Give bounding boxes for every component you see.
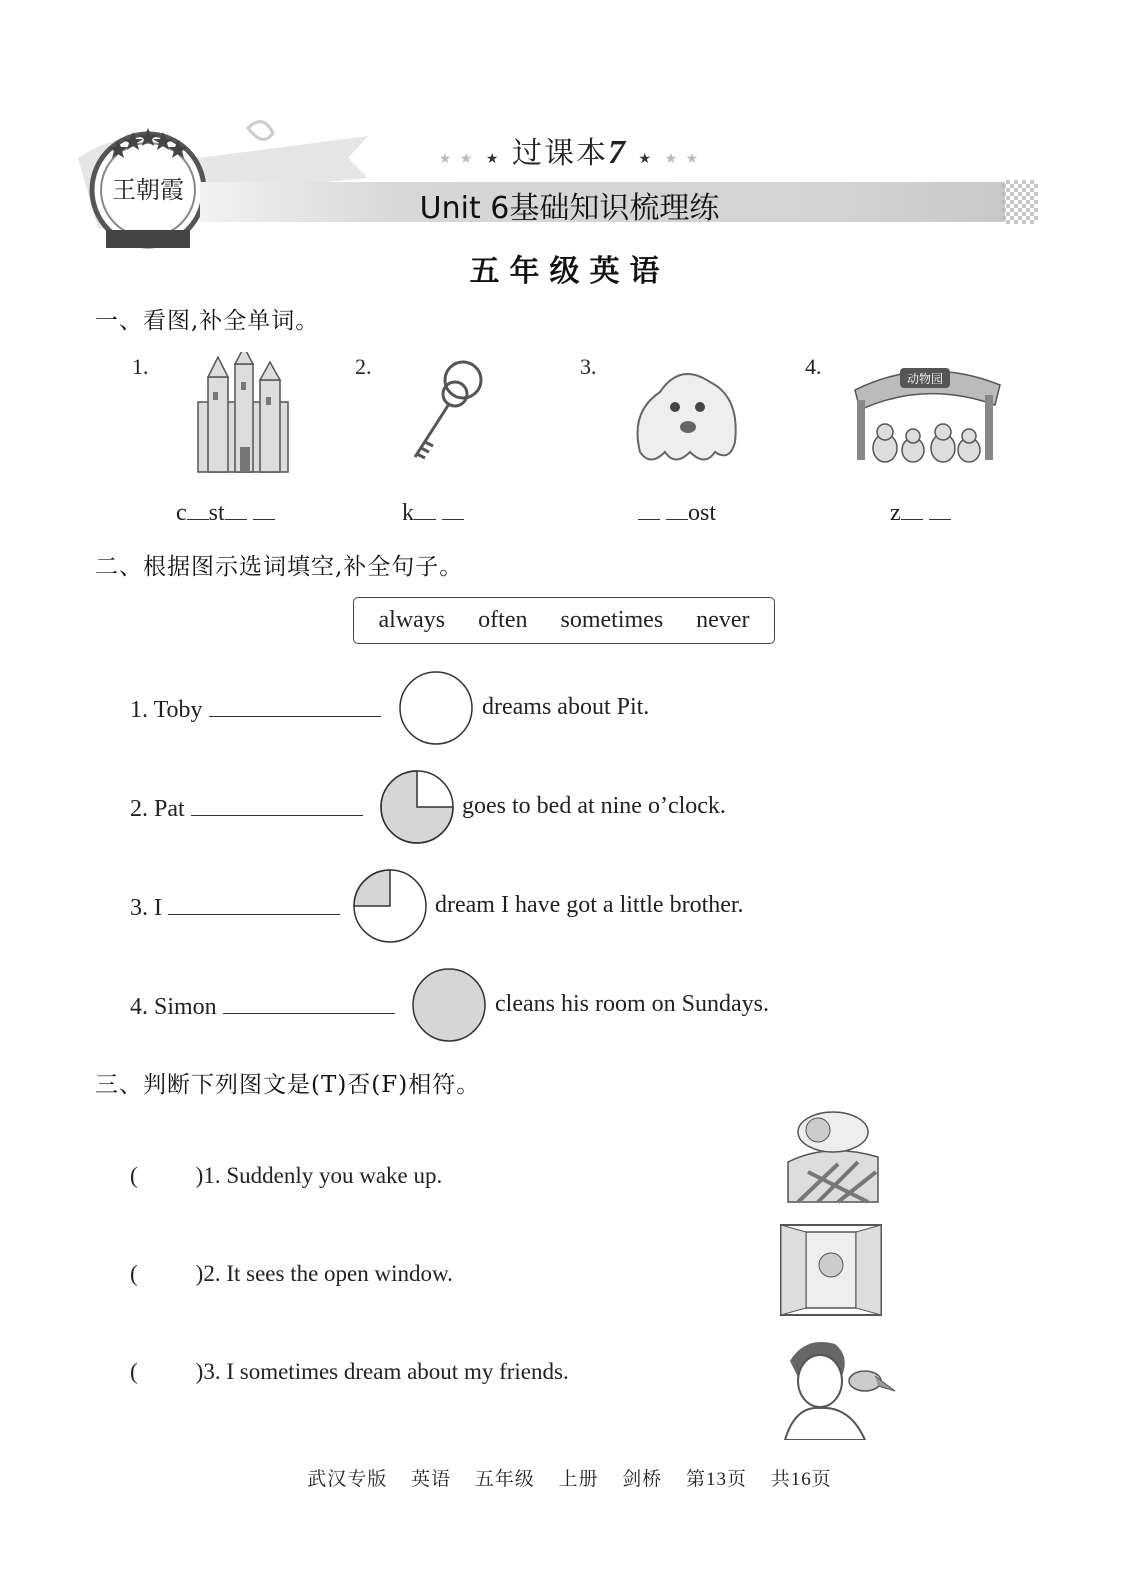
- footer-total: 共16页: [770, 1469, 832, 1490]
- sentence-1-start: 1. Toby: [130, 694, 387, 724]
- section3-title: 三、判断下列图文是(T)否(F)相符。: [95, 1072, 481, 1098]
- sentence-3-end: dream I have got a little brother.: [435, 892, 744, 918]
- tf-item-3: ( )3. I sometimes dream about my friends.: [130, 1359, 569, 1384]
- word-castle: c st: [176, 500, 275, 527]
- open-window-picture: [776, 1220, 886, 1320]
- unit-title: Unit 6基础知识梳理练: [419, 191, 720, 226]
- letter-blank[interactable]: [414, 501, 436, 520]
- frequency-pie-sometimes: [351, 867, 429, 945]
- frequency-pie-always: [410, 966, 488, 1044]
- sentence-2-start: 2. Pat: [130, 793, 369, 823]
- item-number: 1.: [132, 354, 149, 379]
- letter-blank[interactable]: [442, 501, 464, 520]
- letter-blank[interactable]: [253, 501, 275, 520]
- letter-blank[interactable]: [187, 501, 209, 520]
- item-number: 4.: [805, 354, 822, 379]
- section2-title: 二、根据图示选词填空,补全句子。: [95, 554, 464, 580]
- item-number: 2.: [355, 354, 372, 379]
- word-never: never: [696, 607, 750, 633]
- answer-blank[interactable]: [223, 991, 395, 1014]
- word-ghost: ost: [638, 500, 716, 527]
- grade-title: 五年级英语: [469, 254, 670, 289]
- item-number: 3.: [580, 354, 597, 379]
- ghost-picture: [620, 352, 750, 477]
- sentence-4-start: 4. Simon: [130, 991, 401, 1021]
- word-zoo: z: [890, 500, 951, 527]
- castle-picture: [180, 352, 310, 477]
- key-picture: [385, 352, 515, 477]
- svg-text:王朝霞: 王朝霞: [112, 176, 184, 204]
- footer-edition: 武汉专版: [307, 1469, 388, 1490]
- tf-item-2: ( )2. It sees the open window.: [130, 1261, 453, 1286]
- course-heading: [0, 128, 1139, 172]
- sleeping-cat-picture: [778, 1102, 886, 1207]
- answer-paren[interactable]: ( ): [130, 1359, 204, 1384]
- footer-volume: 上册: [558, 1469, 599, 1490]
- sentence-1-end: dreams about Pit.: [482, 694, 650, 720]
- answer-blank[interactable]: [209, 694, 381, 717]
- word-often: often: [478, 607, 528, 633]
- word-key: k: [402, 500, 464, 527]
- star-icon: ★ ★: [438, 151, 475, 167]
- frequency-pie-often: [378, 768, 456, 846]
- sentence-2-end: goes to bed at nine o’clock.: [462, 793, 726, 819]
- svg-text:动物园: 动物园: [906, 372, 944, 386]
- sentence-4-end: cleans his room on Sundays.: [495, 991, 769, 1017]
- letter-blank[interactable]: [901, 501, 923, 520]
- word-sometimes: sometimes: [560, 607, 664, 633]
- section1-title: 一、看图,补全单词。: [95, 308, 320, 334]
- footer-subject: 英语: [410, 1469, 451, 1490]
- answer-paren[interactable]: ( ): [130, 1163, 204, 1188]
- tf-item-1: ( )1. Suddenly you wake up.: [130, 1163, 443, 1188]
- answer-blank[interactable]: [191, 793, 363, 816]
- pie-outline: [400, 672, 472, 744]
- letter-blank[interactable]: [666, 501, 688, 520]
- zoo-picture: [845, 360, 1005, 470]
- letter-blank[interactable]: [929, 501, 951, 520]
- star-icon: ★: [485, 151, 501, 167]
- star-icon: ★ ★: [664, 151, 701, 167]
- page-footer: [0, 1464, 1139, 1491]
- word-always: always: [378, 607, 446, 633]
- sentence-3-start: 3. I: [130, 892, 346, 922]
- frequency-pie-never: [397, 669, 475, 747]
- footer-publisher: 剑桥: [622, 1469, 663, 1490]
- star-icon: ★: [638, 151, 654, 167]
- boy-with-bird-picture: [770, 1336, 898, 1440]
- word-bank: [353, 597, 775, 644]
- answer-blank[interactable]: [168, 892, 340, 915]
- footer-page: 第13页: [686, 1469, 748, 1490]
- answer-paren[interactable]: ( ): [130, 1261, 204, 1286]
- course-number: 7: [608, 134, 627, 171]
- course-label: 过课本: [512, 136, 608, 171]
- letter-blank[interactable]: [225, 501, 247, 520]
- footer-grade: 五年级: [474, 1469, 535, 1490]
- letter-blank[interactable]: [638, 501, 660, 520]
